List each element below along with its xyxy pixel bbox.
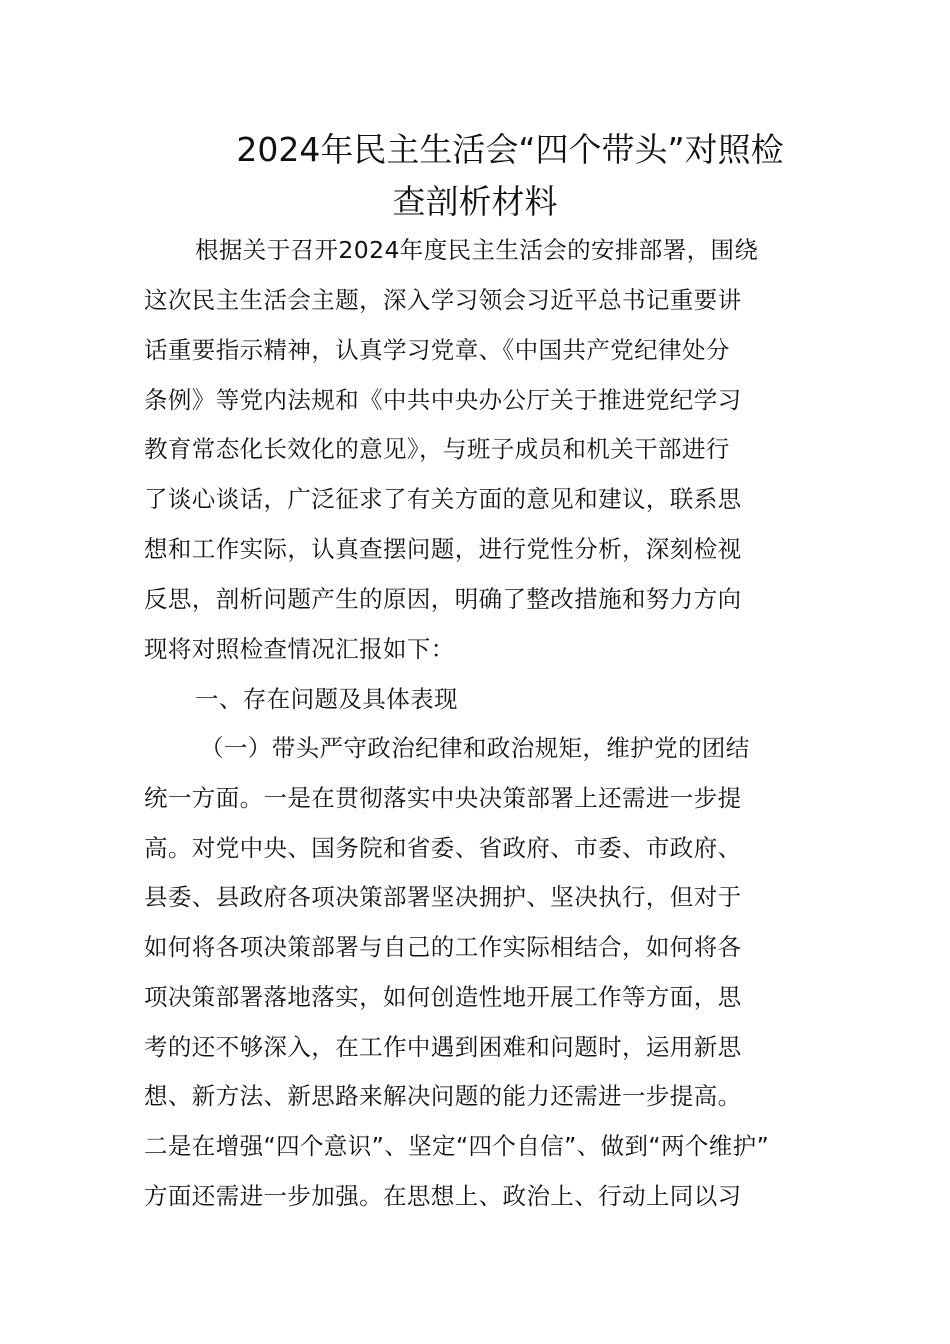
paragraph-line: 统一方面。一是在贯彻落实中央决策部署上还需进一步提 bbox=[144, 784, 742, 812]
paragraph-line: 话重要指示精神，认真学习党章、《中国共产党纪律处分 bbox=[144, 336, 730, 364]
paragraph-line: 高。对党中央、国务院和省委、省政府、市委、市政府、 bbox=[144, 834, 742, 862]
paragraph-line: 二是在增强“四个意识”、坚定“四个自信”、做到“两个维护” bbox=[144, 1132, 770, 1160]
paragraph-line: 教育常态化长效化的意见》，与班子成员和机关干部进行 bbox=[144, 435, 730, 463]
paragraph-line: 考的还不够深入，在工作中遇到困难和问题时，运用新思 bbox=[144, 1033, 742, 1061]
paragraph-line: 根据关于召开2024年度民主生活会的安排部署，围绕 bbox=[195, 236, 759, 264]
paragraph-line: 县委、县政府各项决策部署坚决拥护、坚决执行，但对于 bbox=[144, 883, 742, 911]
document-title-line-2: 查剖析材料 bbox=[392, 182, 558, 221]
paragraph-line: 这次民主生活会主题，深入学习领会习近平总书记重要讲 bbox=[144, 286, 742, 314]
paragraph-line: 项决策部署落地落实，如何创造性地开展工作等方面，思 bbox=[144, 983, 742, 1011]
paragraph-line: 条例》等党内法规和《中共中央办公厅关于推进党纪学习 bbox=[144, 386, 742, 414]
paragraph-line: 了谈心谈话，广泛征求了有关方面的意见和建议，联系思 bbox=[144, 485, 742, 513]
paragraph-line: （一）带头严守政治纪律和政治规矩，维护党的团结 bbox=[200, 734, 750, 762]
paragraph-line: 如何将各项决策部署与自己的工作实际相结合，如何将各 bbox=[144, 933, 742, 961]
paragraph-line: 现将对照检查情况汇报如下： bbox=[144, 635, 455, 663]
paragraph-line: 想和工作实际，认真查摆问题，进行党性分析，深刻检视 bbox=[144, 535, 742, 563]
document-title-line-1: 2024年民主生活会“四个带头”对照检 bbox=[236, 130, 784, 169]
paragraph-line: 想、新方法、新思路来解决问题的能力还需进一步提高。 bbox=[144, 1082, 742, 1110]
paragraph-line: 方面还需进一步加强。在思想上、政治上、行动上同以习 bbox=[144, 1182, 742, 1210]
section-heading: 一、存在问题及具体表现 bbox=[195, 685, 458, 713]
paragraph-line: 反思，剖析问题产生的原因，明确了整改措施和努力方向 bbox=[144, 585, 742, 613]
